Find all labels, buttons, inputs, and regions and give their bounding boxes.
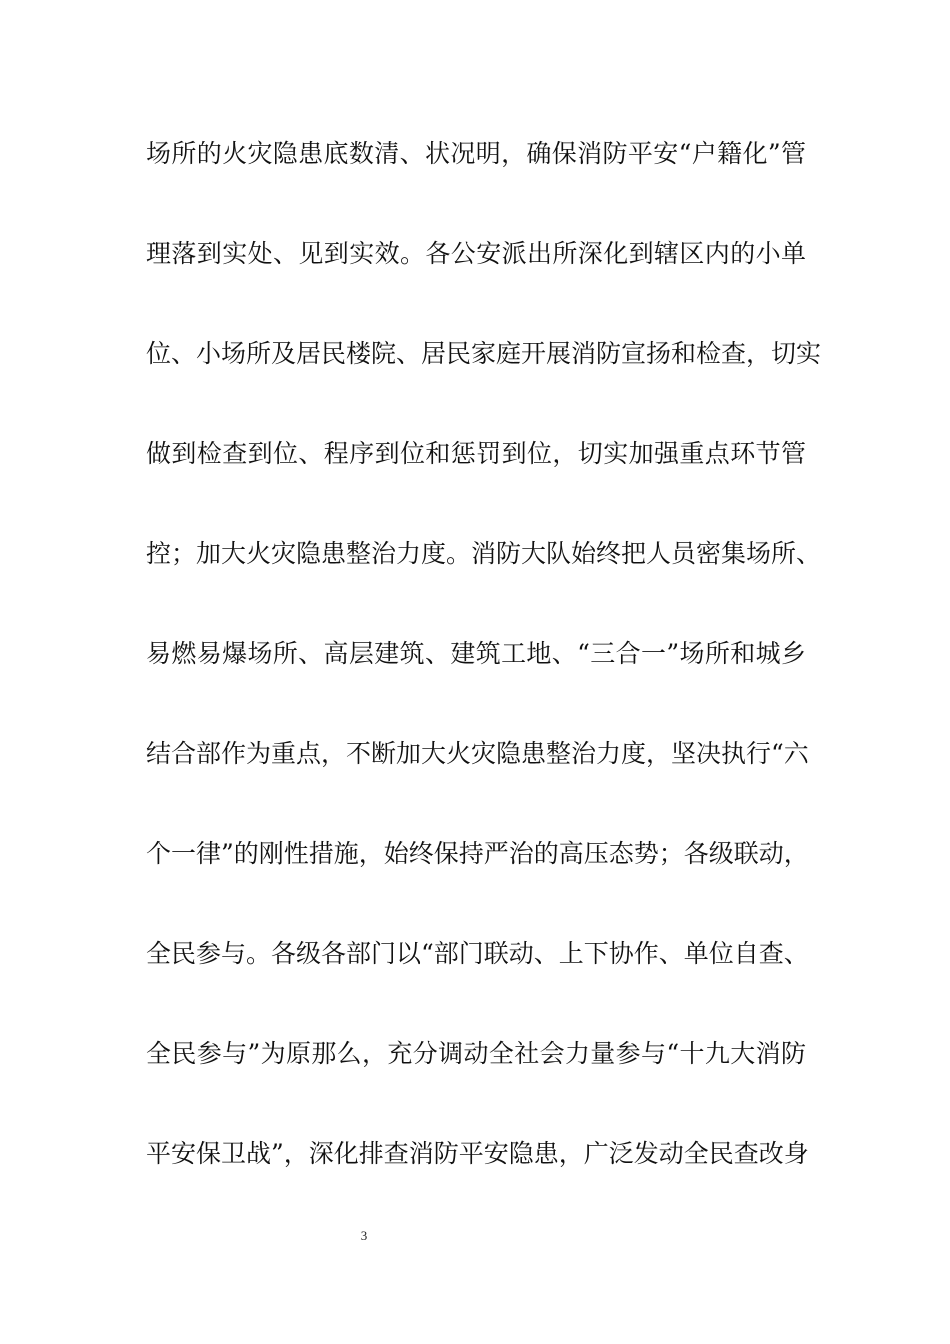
body-text-line-6: 易燃易爆场所、高层建筑、建筑工地、“三合一”场所和城乡 bbox=[146, 639, 806, 668]
body-text-line-5: 控；加大火灾隐患整治力度。消防大队始终把人员密集场所、 bbox=[146, 539, 822, 568]
body-text-line-11: 平安保卫战”，深化排查消防平安隐患，广泛发动全民查改身 bbox=[146, 1139, 809, 1168]
body-text-line-9: 全民参与。各级各部门以“部门联动、上下协作、单位自查、 bbox=[146, 939, 809, 968]
body-text-line-8: 个一律”的刚性措施，始终保持严治的高压态势；各级联动， bbox=[146, 839, 809, 868]
page-number: 3 bbox=[360, 1228, 368, 1243]
body-text-line-7: 结合部作为重点，不断加大火灾隐患整治力度，坚决执行“六 bbox=[146, 739, 809, 768]
body-text-line-10: 全民参与”为原那么，充分调动全社会力量参与“十九大消防 bbox=[146, 1039, 806, 1068]
body-text-line-4: 做到检查到位、程序到位和惩罚到位，切实加强重点环节管 bbox=[146, 439, 806, 468]
body-text-line-3: 位、小场所及居民楼院、居民家庭开展消防宣扬和检查，切实 bbox=[146, 339, 822, 368]
body-text-line-2: 理落到实处、见到实效。各公安派出所深化到辖区内的小单 bbox=[146, 239, 806, 268]
body-text-line-1: 场所的火灾隐患底数清、状况明，确保消防平安“户籍化”管 bbox=[146, 139, 806, 168]
